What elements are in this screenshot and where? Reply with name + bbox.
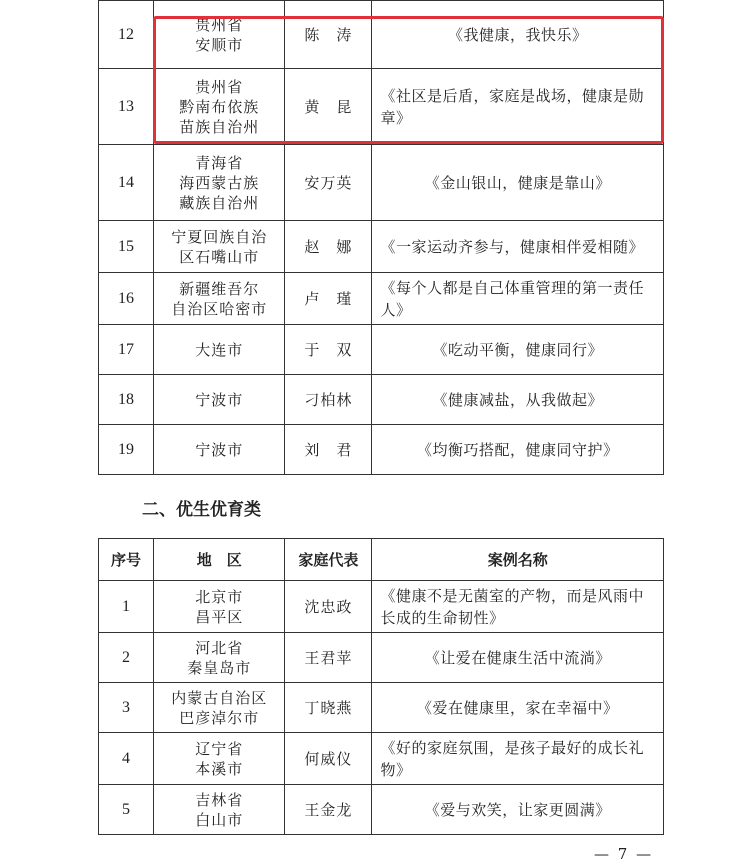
table-row [99, 221, 664, 273]
region-cell [154, 273, 285, 325]
region-line: 河北省 [195, 638, 244, 657]
case-title: 《每个人都是自己体重管理的第一责任人》 [372, 273, 664, 325]
region-line: 秦皇岛市 [187, 658, 252, 677]
family-rep: 刁柏林 [285, 375, 372, 425]
row-number: 13 [99, 69, 154, 145]
case-title: 《让爱在健康生活中流淌》 [372, 633, 664, 683]
header-family-rep: 家庭代表 [285, 539, 372, 581]
region-line: 安顺市 [195, 35, 244, 54]
row-number: 3 [99, 683, 154, 733]
family-rep: 王金龙 [285, 785, 372, 835]
region-line: 宁夏回族自治 [171, 227, 268, 246]
region-line: 宁波市 [195, 440, 244, 459]
table-row [99, 733, 664, 785]
region-cell [154, 581, 285, 633]
table-row [99, 325, 664, 375]
region-cell [154, 325, 285, 375]
region-line: 辽宁省 [195, 739, 244, 758]
region-cell [154, 633, 285, 683]
region-line: 新疆维吾尔 [179, 279, 260, 298]
region-line: 自治区哈密市 [171, 299, 268, 318]
family-rep: 丁晓燕 [285, 683, 372, 733]
table-row [99, 633, 664, 683]
case-title: 《我健康，我快乐》 [372, 1, 664, 69]
table-row [99, 683, 664, 733]
family-rep: 何威仪 [285, 733, 372, 785]
table-row [99, 581, 664, 633]
region-line: 巴彦淖尔市 [179, 708, 260, 727]
row-number: 12 [99, 1, 154, 69]
case-title: 《爱在健康里，家在幸福中》 [372, 683, 664, 733]
region-line: 藏族自治州 [179, 193, 260, 212]
case-title: 《一家运动齐参与，健康相伴爱相随》 [372, 221, 664, 273]
case-title: 《爱与欢笑，让家更圆满》 [372, 785, 664, 835]
header-case-title: 案例名称 [372, 539, 664, 581]
table-header-row [99, 539, 664, 581]
region-cell [154, 375, 285, 425]
region-cell [154, 683, 285, 733]
row-number: 2 [99, 633, 154, 683]
family-rep: 王君苹 [285, 633, 372, 683]
family-rep: 于 双 [285, 325, 372, 375]
region-line: 宁波市 [195, 390, 244, 409]
row-number: 15 [99, 221, 154, 273]
header-number: 序号 [99, 539, 154, 581]
family-rep: 陈 涛 [285, 1, 372, 69]
table-row [99, 273, 664, 325]
table-row [99, 375, 664, 425]
region-cell [154, 785, 285, 835]
region-line: 黔南布依族 [179, 97, 260, 116]
region-line: 青海省 [195, 153, 244, 172]
row-number: 5 [99, 785, 154, 835]
region-cell [154, 221, 285, 273]
region-line: 吉林省 [195, 790, 244, 809]
section-heading: 二、优生优育类 [142, 500, 261, 520]
family-rep: 沈忠政 [285, 581, 372, 633]
case-table-continued [98, 0, 664, 475]
region-line: 本溪市 [195, 759, 244, 778]
case-title: 《社区是后盾，家庭是战场，健康是勋章》 [372, 69, 664, 145]
page-number: — 7 — [594, 845, 654, 863]
case-title: 《金山银山，健康是靠山》 [372, 145, 664, 221]
table-row [99, 69, 664, 145]
row-number: 16 [99, 273, 154, 325]
region-cell [154, 425, 285, 475]
table-row [99, 1, 664, 69]
table-row [99, 425, 664, 475]
case-title: 《健康减盐，从我做起》 [372, 375, 664, 425]
family-rep: 赵 娜 [285, 221, 372, 273]
region-line: 海西蒙古族 [179, 173, 260, 192]
row-number: 17 [99, 325, 154, 375]
row-number: 14 [99, 145, 154, 221]
region-line: 苗族自治州 [179, 117, 260, 136]
region-line: 北京市 [195, 587, 244, 606]
family-rep: 刘 君 [285, 425, 372, 475]
table-row [99, 145, 664, 221]
region-line: 昌平区 [195, 607, 244, 626]
case-title: 《好的家庭氛围，是孩子最好的成长礼物》 [372, 733, 664, 785]
family-rep: 安万英 [285, 145, 372, 221]
region-cell [154, 69, 285, 145]
region-cell [154, 733, 285, 785]
region-line: 大连市 [195, 340, 244, 359]
case-title: 《吃动平衡，健康同行》 [372, 325, 664, 375]
row-number: 19 [99, 425, 154, 475]
family-rep: 黄 昆 [285, 69, 372, 145]
family-rep: 卢 瑾 [285, 273, 372, 325]
region-cell [154, 1, 285, 69]
row-number: 18 [99, 375, 154, 425]
region-line: 内蒙古自治区 [171, 688, 268, 707]
row-number: 4 [99, 733, 154, 785]
region-cell [154, 145, 285, 221]
case-table-eugenics [98, 538, 664, 835]
region-line: 贵州省 [195, 77, 244, 96]
row-number: 1 [99, 581, 154, 633]
header-region: 地 区 [154, 539, 285, 581]
region-line: 区石嘴山市 [179, 247, 260, 266]
region-line: 贵州省 [195, 15, 244, 34]
table-row [99, 785, 664, 835]
case-title: 《健康不是无菌室的产物，而是风雨中长成的生命韧性》 [372, 581, 664, 633]
region-line: 白山市 [195, 810, 244, 829]
case-title: 《均衡巧搭配，健康同守护》 [372, 425, 664, 475]
